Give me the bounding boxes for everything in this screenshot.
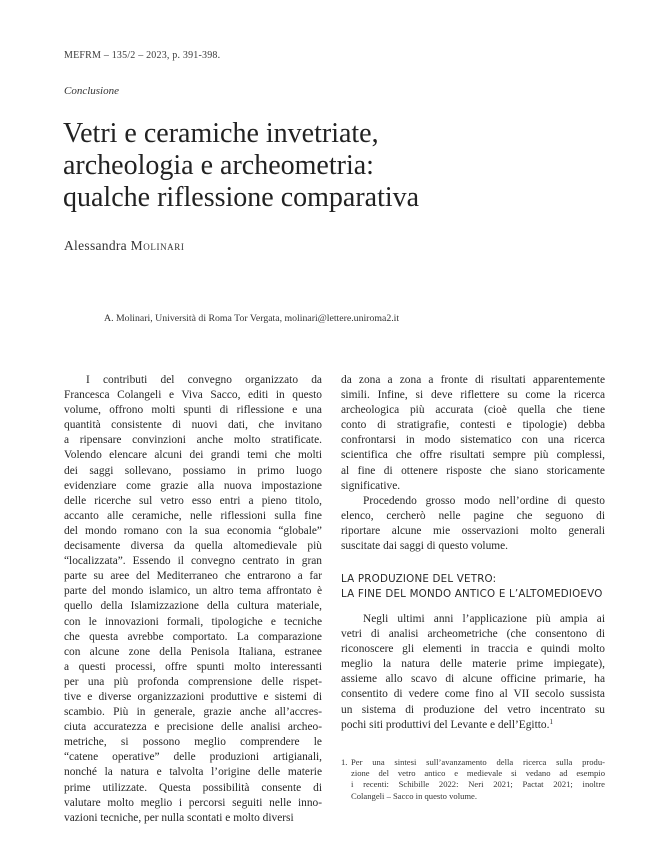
text-line: prime utilizzate. Questa possibilità consente di [64,781,322,794]
text-line: i recenti: Schibille 2022: Neri 2021; Pactat 2021; inoltre [351,779,605,790]
text-line: meglio la natura delle materie prime impiegate), [341,658,605,671]
text-line: con alcune zone della Penisola Italiana, estranee [64,645,322,658]
body-column-left [64,373,322,826]
text-line: Per una sintesi sull’avanzamento della ricerca sulla produ- [351,757,605,767]
text-line: conto di stratigrafie, contesti e tipologie) debba [341,419,605,432]
text-line: accanto alle ceramiche, nelle riflessioni sulla fine [64,509,322,522]
section-subheading [341,572,603,602]
text-line: scientifica che offre risultati sempre più complessi, [341,449,605,462]
text-line: elenco, cercherò nelle pagine che seguono di [341,509,605,522]
title-line: archeologia e archeometria: [63,150,374,181]
text-line: confrontarsi in modo sistematico con una ricerca [341,434,605,447]
title-line: Vetri e ceramiche invetriate, [63,118,379,149]
text-line: per una più profonda comprensione delle rispet- [64,675,322,688]
text-line: parte su aree del Mediterraneo che entrarono a far [64,570,322,583]
text-line: parte del mondo islamico, un altro tema affrontato è [64,585,322,598]
text-line: tive e diverse organizzazioni produttive e sistemi di [64,690,322,703]
author-last-name: Molinari [130,238,185,253]
footnote [341,757,605,802]
text-line: nonché la natura e talvolta l’origine delle materie [64,766,322,779]
text-line: del mondo romano con la sua economia “globale” [64,524,322,537]
text-line: pochi siti produttivi del Levante e dell’Egitto.$^1$ [341,717,553,731]
text-line: a ripensare convinzioni anche molto stratificate. [64,434,322,447]
text-line: valutare molto meglio i percorsi seguiti nelle inno- [64,796,322,809]
article-title [63,118,583,214]
text-line: Francesca Colangeli e Viva Sacco, editi in questo [64,389,322,402]
text-line: Colangeli – Sacco in questo volume. [351,790,478,801]
footnote-text [351,757,605,802]
text-line: decisamente diversa da quella altomedievale più [64,540,322,553]
subheading-line: LA PRODUZIONE DEL VETRO: [341,573,497,585]
text-line: Volendo elencare alcuni dei grandi temi che molti [64,449,322,462]
footnote-reference[interactable]: 1 [549,717,553,726]
body-column-right-continued [341,612,605,733]
text-line: un sistema di produzione del vetro incentrato su [341,703,605,716]
text-line: quello della Islamizzazione della cultura materiale, [64,600,322,613]
author-name [64,238,184,254]
text-line: dei saggi sollevano, possiamo in primo luogo [64,464,322,477]
text-line: I contributi del convegno organizzato da [86,374,322,386]
text-line: riportare alcune mie osservazioni molto generali [341,524,605,537]
section-label: Conclusione [64,85,119,97]
text-line: simili. Infine, si deve riflettere su come la ricerca [341,389,605,402]
text-line: “localizzata”. Essendo il convegno centrato in gran [64,555,322,568]
subheading-line: LA FINE DEL MONDO ANTICO E L’ALTOMEDIOEVO [341,588,603,600]
author-affiliation: A. Molinari, Università di Roma Tor Vergata, molinari@lettere.uniroma2.it [104,313,400,324]
text-line: consentito di vedere come fino al VII secolo sussista [341,688,605,701]
text-line: al fine di ottenere risposte che siano storicamente [341,464,605,477]
text-line: riconoscere gli elementi in traccia e quindi molto [341,643,605,656]
footnote-number: 1. [341,757,348,767]
text-line: ciuta accuratezza e precisione delle analisi archeo- [64,721,322,734]
text-line: quantità consistente di nuovi dati, che invitano [64,419,322,432]
title-line: qualche riflessione comparativa [63,182,420,213]
text-line: scambio. Più in generale, grazie anche all’accres- [64,706,322,719]
text-line: evidenziare come grazie alla nuova impostazione [64,479,322,492]
text-line: con le innovazioni formali, tipologiche e tecniche [64,615,322,628]
text-line: a questi processi, offre spunti molto interessanti [64,660,322,673]
text-line: archeologica più accurata (cioè quella che tiene [341,404,605,417]
text-line: metriche, si possono meglio comprendere le [64,736,322,749]
text-line: “catene operative” delle produzioni artigianali, [64,751,322,764]
journal-reference: MEFRM – 135/2 – 2023, p. 391-398. [64,50,221,61]
text-line: da zona a zona a fronte di risultati apparentemente [341,374,605,386]
text-line: assieme allo scavo di alcune officine primarie, ha [341,673,605,686]
text-line: suscitate dai saggi di questo volume. [341,540,509,553]
text-line: delle ricerche sul vetro esso entri a pieno titolo, [64,494,322,507]
text-line: Procedendo grosso modo nell’ordine di questo [363,494,605,507]
text-line: Negli ultimi anni l’applicazione più ampia ai [363,613,605,625]
author-first-name: Alessandra [64,238,127,253]
text-line: che questa avrebbe comportato. La comparazione [64,630,322,643]
text-line: volume, offrono molti spunti di riflessione e una [64,404,322,417]
text-line: zione del vetro antico e medievale si vedano ad esempio [351,768,605,779]
text-line: vetri di analisi archeometriche (che consentono di [341,628,605,641]
text-line: vazioni tecniche, per nulla scontati e molto diversi [64,811,294,824]
body-column-right [341,373,605,554]
text-line: significative. [341,479,401,492]
